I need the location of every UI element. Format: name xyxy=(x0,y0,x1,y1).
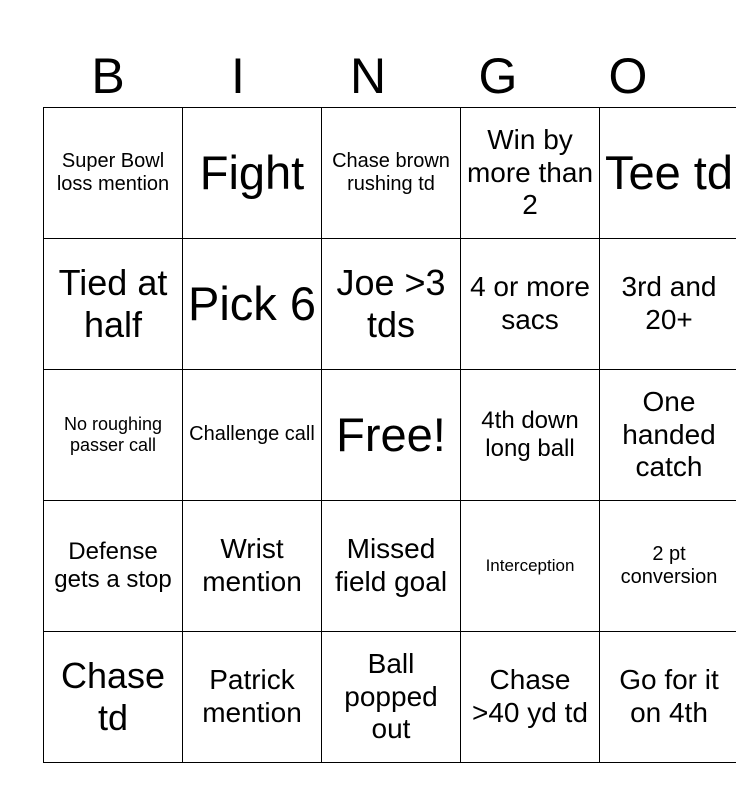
bingo-cell[interactable]: Defense gets a stop xyxy=(44,501,183,632)
bingo-board xyxy=(43,107,736,763)
bingo-cell[interactable]: Fight xyxy=(183,108,322,239)
bingo-cell[interactable]: Pick 6 xyxy=(183,239,322,370)
bingo-cell[interactable]: One handed catch xyxy=(600,370,736,501)
bingo-cell[interactable]: Patrick mention xyxy=(183,632,322,763)
bingo-cell[interactable]: Win by more than 2 xyxy=(461,108,600,239)
bingo-cell free-space[interactable]: Free! xyxy=(322,370,461,501)
bingo-cell[interactable]: 3rd and 20+ xyxy=(600,239,736,370)
bingo-cell[interactable]: 4th down long ball xyxy=(461,370,600,501)
bingo-cell[interactable]: Tee td xyxy=(600,108,736,239)
board-row xyxy=(44,632,736,763)
bingo-cell[interactable]: Missed field goal xyxy=(322,501,461,632)
bingo-cell[interactable]: Tied at half xyxy=(44,239,183,370)
bingo-cell[interactable]: No roughing passer call xyxy=(44,370,183,501)
bingo-cell[interactable]: Super Bowl loss mention xyxy=(44,108,183,239)
bingo-cell[interactable]: Chase >40 yd td xyxy=(461,632,600,763)
header-letter-o: O xyxy=(608,48,648,104)
bingo-cell[interactable]: Chase brown rushing td xyxy=(322,108,461,239)
header-letter-g: G xyxy=(478,48,518,104)
bingo-cell[interactable]: Interception xyxy=(461,501,600,632)
board-row xyxy=(44,370,736,501)
bingo-cell[interactable]: Joe >3 tds xyxy=(322,239,461,370)
bingo-cell[interactable]: Go for it on 4th xyxy=(600,632,736,763)
bingo-cell[interactable]: Wrist mention xyxy=(183,501,322,632)
board-row xyxy=(44,108,736,239)
header-letter-b: B xyxy=(91,48,125,104)
bingo-cell[interactable]: Ball popped out xyxy=(322,632,461,763)
board-row xyxy=(44,501,736,632)
bingo-header xyxy=(43,48,693,104)
header-letter-n: N xyxy=(349,48,387,104)
bingo-cell[interactable]: 4 or more sacs xyxy=(461,239,600,370)
bingo-cell[interactable]: Chase td xyxy=(44,632,183,763)
board-row xyxy=(44,239,736,370)
header-letter-i: I xyxy=(231,48,245,104)
bingo-cell[interactable]: 2 pt conversion xyxy=(600,501,736,632)
bingo-cell[interactable]: Challenge call xyxy=(183,370,322,501)
